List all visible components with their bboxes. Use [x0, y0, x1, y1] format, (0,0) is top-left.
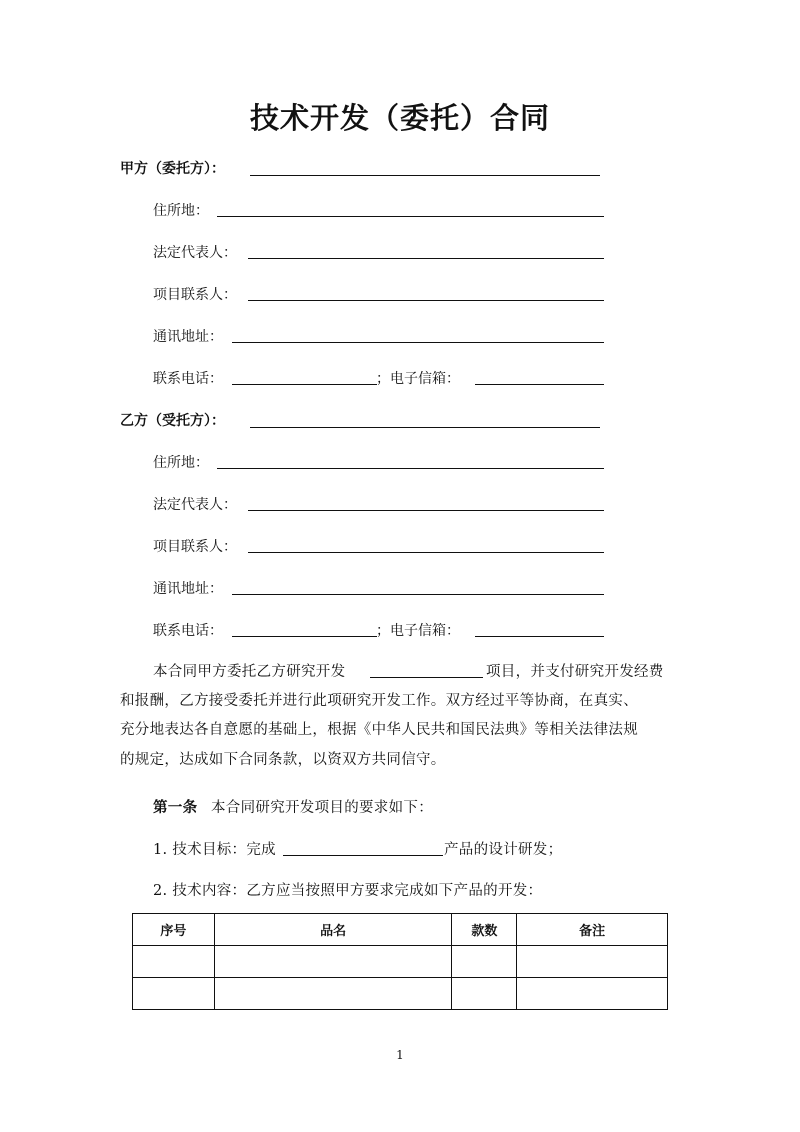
party-a-contact-line[interactable] [248, 300, 604, 301]
intro-line-3: 充分地表达各自意愿的基础上，根据《中华人民共和国民法典》等相关法律法规 [120, 722, 638, 738]
table-cell[interactable] [133, 946, 215, 978]
header-product-name: 品名 [214, 914, 452, 946]
table-row [133, 978, 668, 1010]
party-b-contact-line[interactable] [248, 552, 604, 553]
intro-line-1a: 本合同甲方委托乙方研究开发 [153, 664, 346, 680]
header-quantity: 款数 [452, 914, 517, 946]
intro-line-2: 和报酬，乙方接受委托并进行此项研究开发工作。双方经过平等协商，在真实、 [120, 693, 638, 709]
party-a-name-line[interactable] [250, 175, 600, 176]
article-1-heading: 第一条 [153, 800, 198, 816]
party-b-email-line[interactable] [475, 636, 604, 637]
project-name-line[interactable] [370, 677, 483, 678]
party-a-address-line[interactable] [217, 216, 604, 217]
party-a-phone-label: 联系电话： [153, 371, 223, 387]
party-a-contact-label: 项目联系人： [153, 287, 237, 303]
table-cell[interactable] [452, 946, 517, 978]
party-a-label: 甲方（委托方）： [120, 161, 225, 177]
party-b-address-line[interactable] [217, 468, 604, 469]
party-b-contact-label: 项目联系人： [153, 539, 237, 555]
intro-line-1b: 项目，并支付研究开发经费 [486, 664, 664, 680]
table-row [133, 946, 668, 978]
party-a-mail-address-line[interactable] [232, 342, 604, 343]
party-a-legal-rep-line[interactable] [248, 258, 604, 259]
party-b-label: 乙方（受托方）： [120, 413, 225, 429]
page-number: 1 [396, 1048, 404, 1062]
table-cell[interactable] [452, 978, 517, 1010]
article-1-text: 本合同研究开发项目的要求如下： [211, 800, 433, 816]
party-b-phone-line[interactable] [232, 636, 377, 637]
party-b-mail-address-label: 通讯地址： [153, 581, 223, 597]
party-a-address-label: 住所地： [153, 203, 209, 219]
party-b-legal-rep-label: 法定代表人： [153, 497, 237, 513]
header-index: 序号 [133, 914, 215, 946]
party-b-address-label: 住所地： [153, 455, 209, 471]
item-1-suffix: 产品的设计研发； [444, 842, 563, 858]
party-b-phone-label: 联系电话： [153, 623, 223, 639]
table-cell[interactable] [214, 946, 452, 978]
item-1-prefix: 1. 技术目标：完成 [153, 842, 276, 858]
party-a-email-line[interactable] [475, 384, 604, 385]
party-b-name-line[interactable] [250, 427, 600, 428]
table-header-row [133, 914, 668, 946]
item-2-text: 2. 技术内容：乙方应当按照甲方要求完成如下产品的开发： [153, 883, 543, 899]
page-title: 技术开发（委托）合同 [249, 101, 550, 135]
party-a-mail-address-label: 通讯地址： [153, 329, 223, 345]
party-b-mail-address-line[interactable] [232, 594, 604, 595]
table-cell[interactable] [517, 946, 668, 978]
party-b-legal-rep-line[interactable] [248, 510, 604, 511]
table-cell[interactable] [214, 978, 452, 1010]
party-a-email-label: ；电子信箱： [376, 371, 460, 387]
table-cell[interactable] [517, 978, 668, 1010]
product-table [132, 913, 668, 1010]
table-cell[interactable] [133, 978, 215, 1010]
party-a-legal-rep-label: 法定代表人： [153, 245, 237, 261]
intro-line-4: 的规定，达成如下合同条款，以资双方共同信守。 [120, 752, 446, 768]
party-b-email-label: ；电子信箱： [376, 623, 460, 639]
party-a-phone-line[interactable] [232, 384, 377, 385]
header-remarks: 备注 [517, 914, 668, 946]
product-name-line[interactable] [283, 855, 443, 856]
